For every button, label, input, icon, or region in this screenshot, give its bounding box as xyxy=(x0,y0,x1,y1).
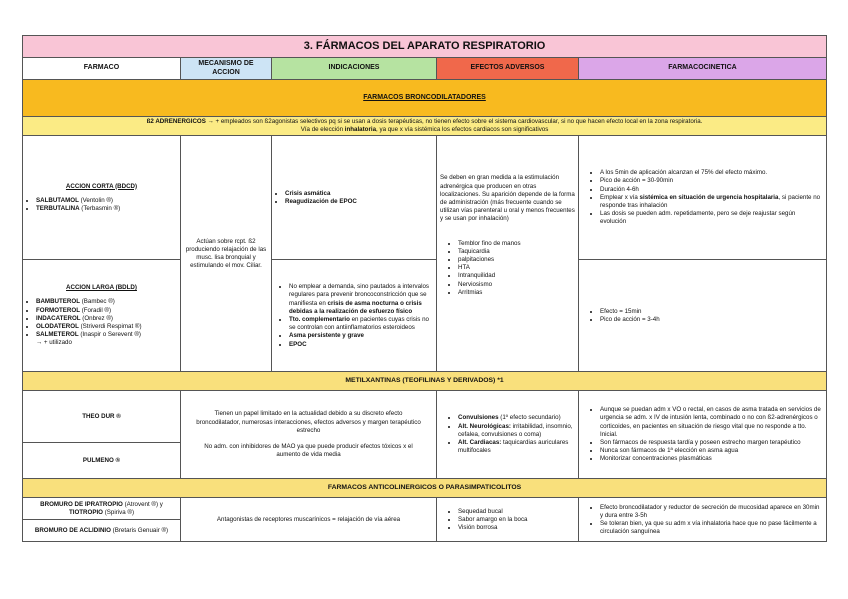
pk-item: • Se toleran bien, ya que su adm x vía inhalatoria hace que no pase fácilmente a circulación sanguínea xyxy=(600,520,823,536)
b2-note xyxy=(23,117,827,136)
drug-item: • OLODATEROL (Striverdi Respimat ®) xyxy=(36,323,177,331)
header-mecanismo: MECANISMO DE ACCION xyxy=(181,58,272,80)
metil-efectos xyxy=(437,391,579,479)
indication-item: • Asma persistente y grave xyxy=(289,332,433,340)
pk-item: • Monitorizar concentraciones plasmáticas xyxy=(600,455,823,463)
pk-item: • Son fármacos de respuesta tardía y poseen estrecho margen terapéutico xyxy=(600,439,823,447)
efecto-item: • Intranquilidad xyxy=(458,272,575,280)
larga-title: ACCION LARGA (BDLD) xyxy=(66,284,137,292)
efecto-item: • Arritmias xyxy=(458,289,575,297)
efecto-item: • HTA xyxy=(458,264,575,272)
arrow-icon: → xyxy=(36,339,43,347)
b2-line2-post: , ya que x vía sistémica los efectos cardiacos son significativos xyxy=(376,126,549,134)
efecto-item: • Nerviosismo xyxy=(458,281,575,289)
section-anticolinergicos: FARMACOS ANTICOLINERGICOS O PARASIMPATICOLITOS xyxy=(23,479,827,498)
section-broncodilatadores: FARMACOS BRONCODILATADORES xyxy=(23,80,827,117)
anti-pk xyxy=(579,498,827,542)
arrow-icon: → xyxy=(207,118,214,125)
b2-line2-bold: inhalatoria xyxy=(344,126,377,134)
section-metilxantinas: METILXANTINAS (TEOFILINAS Y DERIVADOS) *1 xyxy=(23,372,827,391)
metil-pk xyxy=(579,391,827,479)
b2-text: + empleados son ß2agonistas selectivos pq si se usan a dosis terapéuticas, no tienen efecto sobre el sistema cardiovascular, si no que hacen efecto local en la zona respiratoria. xyxy=(213,118,703,125)
anti-efectos xyxy=(437,498,579,542)
efecto-item: • Temblor fino de manos xyxy=(458,240,575,248)
drug-item: • INDACATEROL (Onbrez ®) xyxy=(36,315,177,323)
indication-item: • Tto. complementario en pacientes cuyas crisis no se controlan con antiinflamatorios esteroideos xyxy=(289,316,433,332)
drug-ipratropio: BROMURO DE IPRATROPIO (Atrovent ®) y TIOTROPIO (Spiriva ®) xyxy=(23,498,181,520)
pk-item: • A los 5min de aplicación alcanzan el 75% del efecto máximo. xyxy=(600,169,823,177)
larga-indicaciones xyxy=(272,260,437,372)
drug-item: • TERBUTALINA (Terbasmin ®) xyxy=(36,205,177,213)
efecto-item: • Alt. Neurológicas: irritabilidad, insomnio, cefalea, convulsiones o coma) xyxy=(458,423,575,439)
header-farmaco: FARMACO xyxy=(23,58,181,80)
efectos-intro: Se deben en gran medida a la estimulación adrenérgica que producen en otras localizaciones. Su aparición depende de la forma de administración (más frecuente cuando se utilizan vías parenteral u oral y menos frecuentes y se usan por inhalación) xyxy=(440,174,575,223)
pk-item: • Pico de acción = 3-4h xyxy=(600,316,823,324)
larga-pk xyxy=(579,260,827,372)
corta-pk xyxy=(579,136,827,260)
metil-mec-text1: Tienen un papel limitado en la actualidad debido a su discreto efecto broncodilatador, numerosas interacciones, efectos adversos y margen terapéutico estrecho xyxy=(196,410,421,434)
header-efectos: EFECTOS ADVERSOS xyxy=(437,58,579,80)
indication-item: • EPOC xyxy=(289,341,433,349)
pk-item: • Las dosis se pueden adm. repetidamente, pero se deje reajustar según evolución xyxy=(600,210,823,226)
b2-efectos xyxy=(437,136,579,372)
corta-drugs xyxy=(23,136,181,260)
larga-drugs xyxy=(23,260,181,372)
b2-label: ß2 ADRENERGICOS xyxy=(146,118,206,125)
efecto-item: • Sabor amargo en la boca xyxy=(458,516,575,524)
corta-title: ACCION CORTA (BDCD) xyxy=(65,182,138,190)
indication-item: • Reagudización de EPOC xyxy=(285,198,433,206)
efecto-item: • Sequedad bucal xyxy=(458,508,575,516)
drug-item: • FORMOTEROL (Foradil ®) xyxy=(36,307,177,315)
drug-table xyxy=(22,35,827,542)
drug-pulmeno: PULMENO ® xyxy=(23,443,181,479)
drug-item: • SALBUTAMOL (Ventolin ®) xyxy=(36,197,177,205)
indication-item: • Crisis asmática xyxy=(285,190,433,198)
page-title: 3. FÁRMACOS DEL APARATO RESPIRATORIO xyxy=(23,36,827,58)
efecto-item: • Alt. Cardiacas: taquicardias auriculares multifocales xyxy=(458,439,575,455)
pk-item: • Nunca son fármacos de 1ª elección en asma agua xyxy=(600,447,823,455)
corta-indicaciones xyxy=(272,136,437,260)
pk-item: • Efecto = 15min xyxy=(600,308,823,316)
metil-mecanismo xyxy=(181,391,437,479)
drug-item: • SALMETEROL (Inaspir o Serevent ®) → + utilizado xyxy=(36,331,177,347)
efecto-item: • Taquicardia xyxy=(458,248,575,256)
anti-mecanismo: Antagonistas de receptores muscarínicos = relajación de vía aérea xyxy=(181,498,437,542)
header-farmacocinetica: FARMACOCINETICA xyxy=(579,58,827,80)
efecto-item: • Convulsiones (1º efecto secundario) xyxy=(458,414,575,422)
b2-line2-pre: Vía de elección xyxy=(300,126,345,134)
pk-item: • Emplear x vía sistémica en situación de urgencia hospitalaria, si paciente no responde tras inhalación xyxy=(600,194,823,210)
efecto-item: • palpitaciones xyxy=(458,256,575,264)
metil-mec-text2: No adm. con inhibidores de MAO ya que puede producir efectos tóxicos x el aumento de vida media xyxy=(204,443,413,459)
drug-aclidinio: BROMURO DE ACLIDINIO (Bretaris Genuair ®) xyxy=(23,520,181,542)
indication-item: • No emplear a demanda, sino pautados a intervalos regulares para prevenir broncoconstricción que se manifiesta en crisis de asma nocturna o crisis debidas a la realización de esfuerzo físico xyxy=(289,283,433,316)
pk-item: • Efecto broncodilatador y reductor de secreción de mucosidad aparece en 30min y dura entre 3-5h xyxy=(600,504,823,520)
b2-mecanismo: Actúan sobre rcpt. ß2 produciendo relajación de las musc. lisa bronquial y estimulando el mov. Ciliar. xyxy=(181,136,272,372)
pk-item: • Pico de acción = 30-90min xyxy=(600,177,823,185)
pk-item: • Aunque se puedan adm x VO o rectal, en casos de asma tratada en servicios de urgencia se adm. x IV de intusión lenta, combinado o no con ß2-adrenérgicos o corticoides, en pacientes en situación de riesgo vital que no responde a tto. Inicial. xyxy=(600,406,823,439)
drug-theodur: THEO DUR ® xyxy=(23,391,181,443)
efecto-item: • Visión borrosa xyxy=(458,524,575,532)
header-indicaciones: INDICACIONES xyxy=(272,58,437,80)
pk-item: • Duración 4-6h xyxy=(600,186,823,194)
drug-item: • BAMBUTEROL (Bambec ®) xyxy=(36,298,177,306)
